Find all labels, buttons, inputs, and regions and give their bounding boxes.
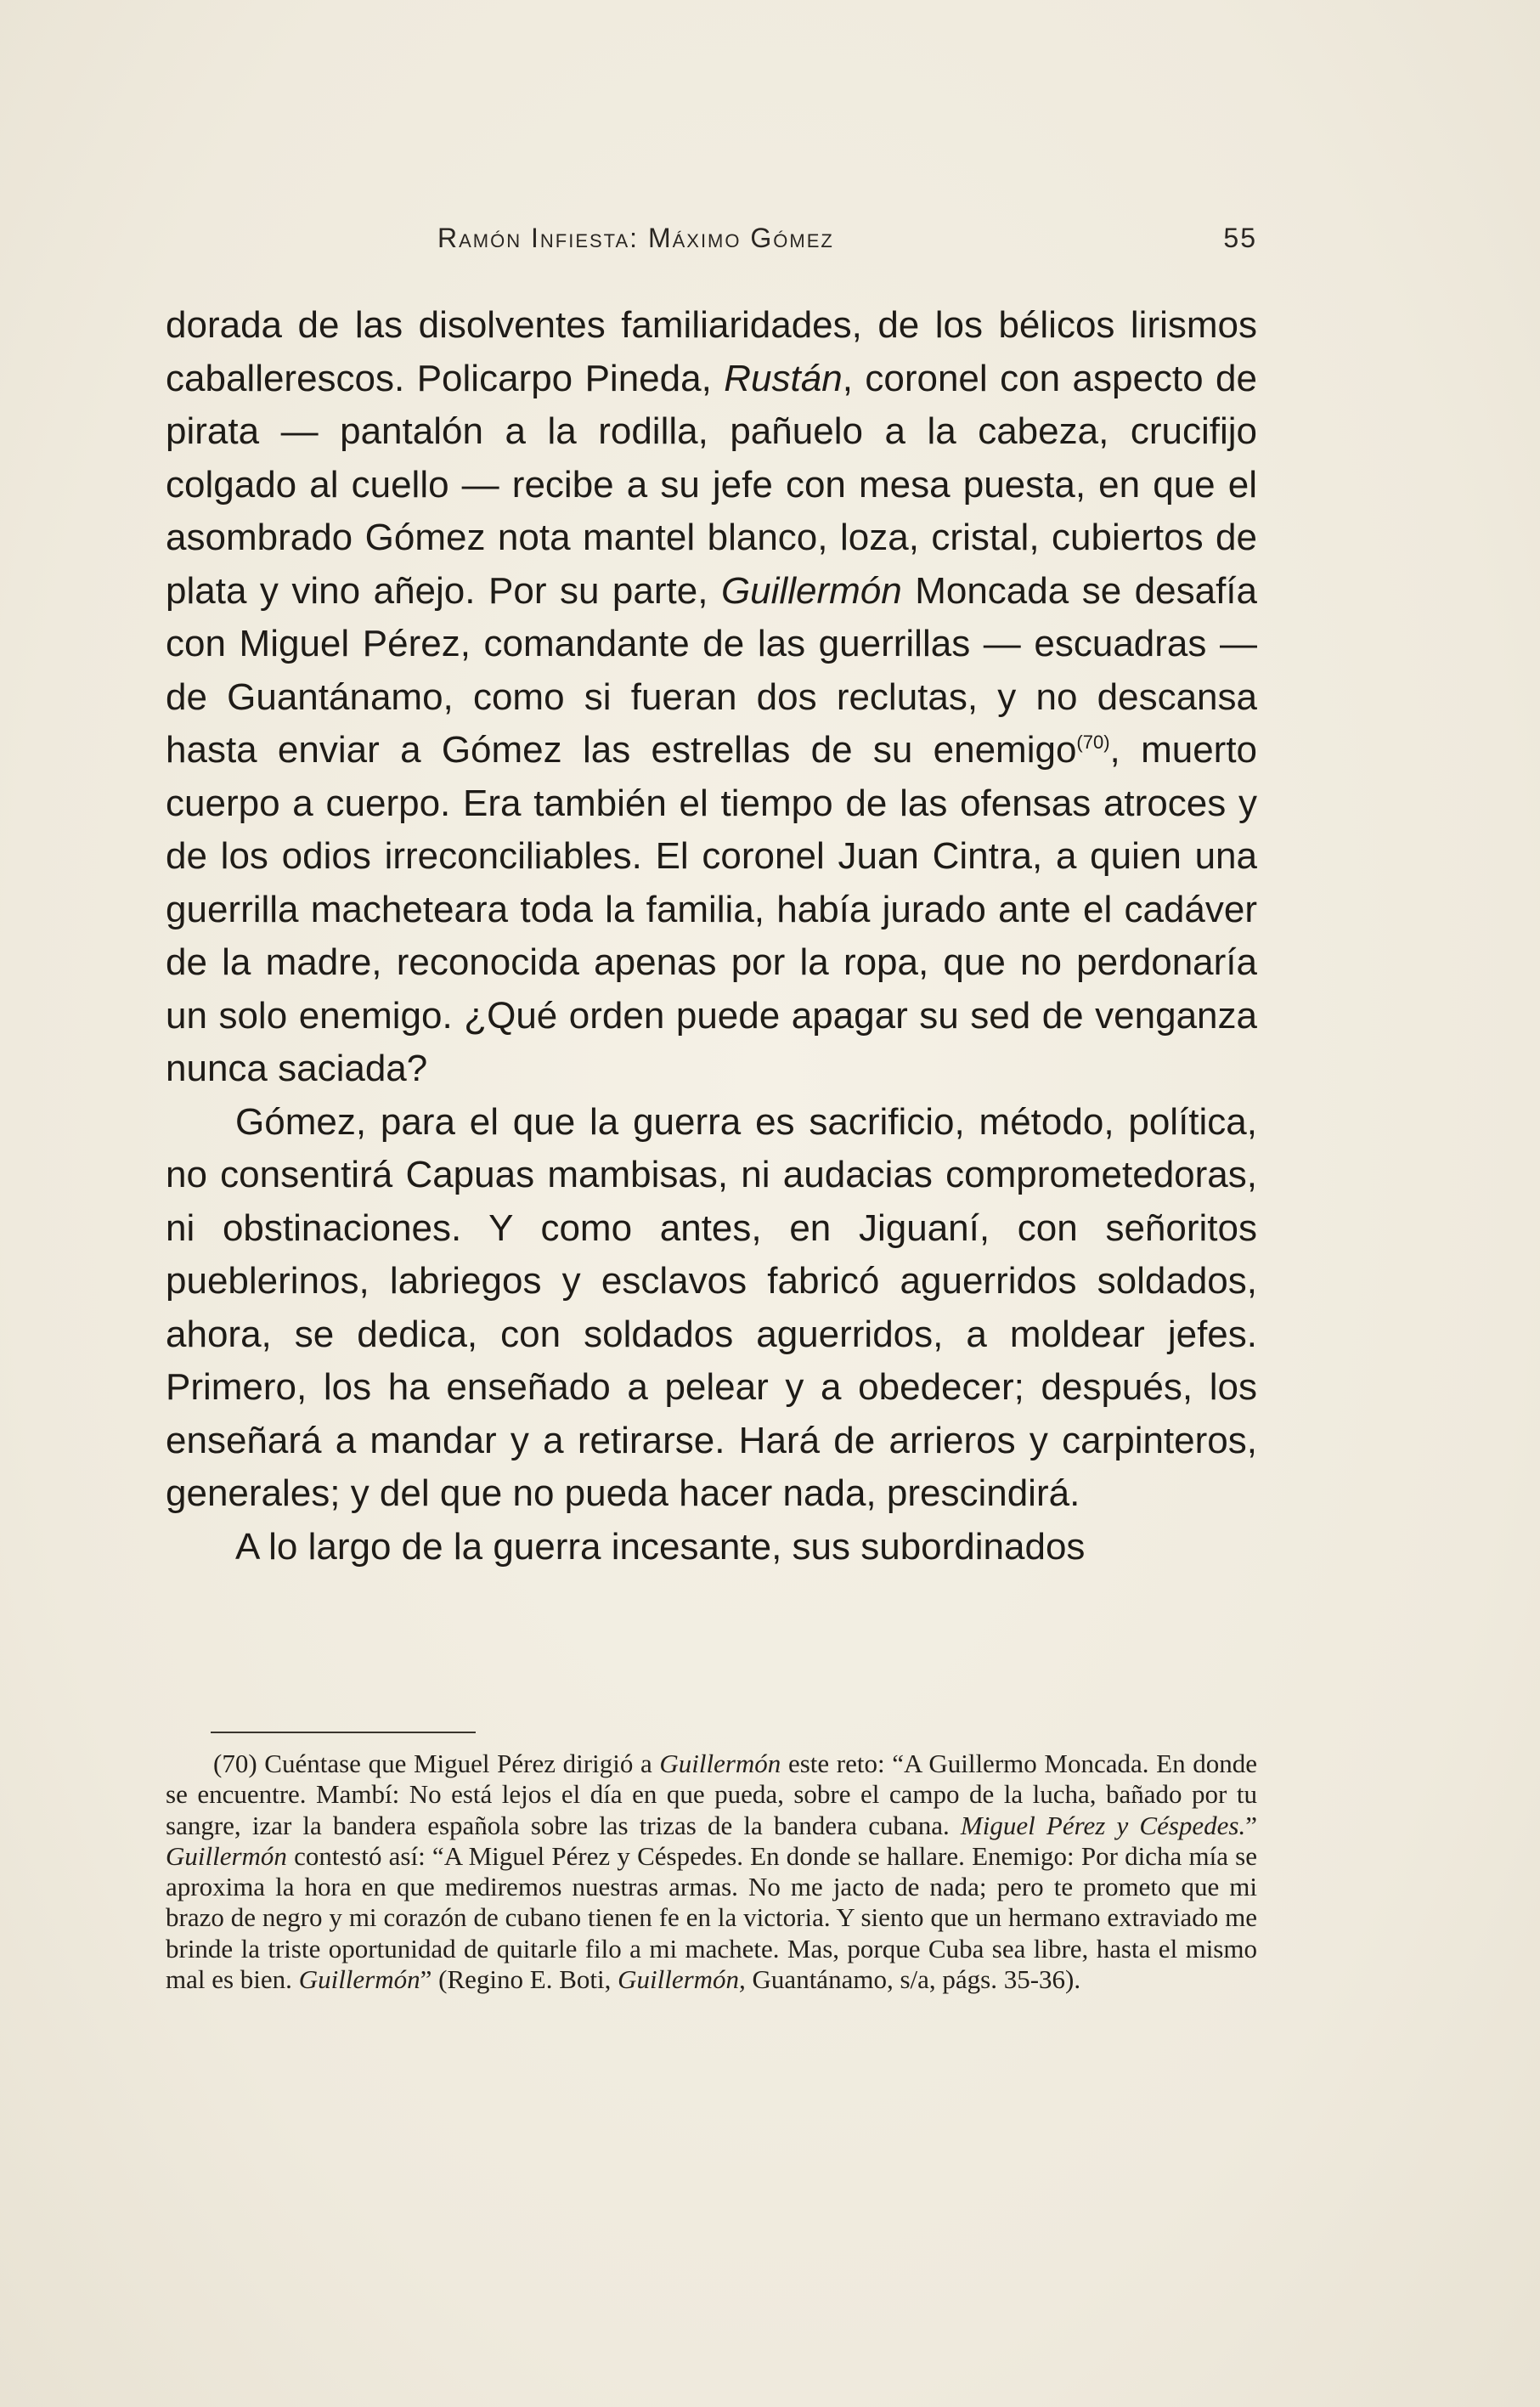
text-run: Guantánamo, s/a, págs. 35-36). [745,1964,1081,1995]
footnote-text [166,1749,1257,1995]
italic-run: Guillermón [166,1840,287,1871]
text-run: este reto: “A Guillermo Moncada. En donde se encuentre. Mambí: No está lejos el día en que pueda, sobre el campo de la lucha, bañado por tu sangre, izar la bandera española sobre las trizas de la bandera cubana. [166,1749,1257,1840]
text-run: (70) Cuéntase que Miguel Pérez dirigió a [213,1749,660,1778]
paragraph-2: Gómez, para el que la guerra es sacrificio, método, política, no consentirá Capuas mambisas, ni audacias comprometedoras, ni obstinaciones. Y como antes, en Jiguaní, con señoritos pueblerinos, labriegos y esclavos fabricó aguerridos soldados, ahora, se dedica, con soldados aguerridos, a moldear jefes. Primero, los ha enseñado a pelear y a obedecer; después, los enseñará a mandar y a retirarse. Hará de arrieros y carpinteros, generales; y del que no pueda hacer nada, prescindirá. [166,1100,1257,1514]
italic-run: Guillermón [659,1749,781,1778]
italic-signature: Guillermón [298,1964,420,1995]
page-header [166,223,1257,265]
paragraph-1 [166,299,1257,1096]
italic-name-guillermon: Guillermón [720,569,902,612]
footnote-reference: (70) [1076,732,1110,753]
text-run: , coronel con aspecto de pirata — pantalón a la rodilla, pañuelo a la cabeza, crucifijo colgado al cuello — recibe a su jefe con mesa puesta, en que el asombrado Gómez nota mantel blanco, loza, cristal, cubiertos de plata y vino añejo. Por su parte, [166,357,1257,612]
paragraph-3: A lo largo de la guerra incesante, sus subordinados [235,1525,1086,1568]
text-run: Moncada se desafía con Miguel Pérez, comandante de las guerrillas — escuadras — de Guantánamo, como si fueran dos reclutas, y no descansa hasta enviar a Gómez las estrellas de su enemigo [166,569,1258,771]
italic-signature: Miguel Pérez y Céspedes. [960,1810,1246,1840]
text-run: ” [1245,1810,1257,1840]
text-run: , muerto cuerpo a cuerpo. Era también el tiempo de las ofensas atroces y de los odios irreconciliables. El coronel Juan Cintra, a quien una guerrilla macheteara toda la familia, había jurado ante el cadáver de la madre, reconocida apenas por la ropa, que no perdonaría un solo enemigo. ¿Qué orden puede apagar su sed de venganza nunca saciada? [166,729,1258,1089]
running-title: Ramón Infiesta: Máximo Gómez [437,223,834,253]
page-number: 55 [1223,223,1257,253]
italic-name-rustan: Rustán [724,357,843,399]
text-run: dorada de las disolventes familiaridades, de los bélicos lirismos caballerescos. Policarpo Pineda, [166,304,1257,399]
text-run: ” (Regino E. Boti, [420,1964,618,1995]
body-text [166,299,1257,1574]
text-run: contestó así: “A Miguel Pérez y Céspedes. En donde se hallare. Enemigo: Por dicha mía se aproxima la hora en que mediremos nuestras armas. No me jacto de nada; pero te prometo que mi brazo de negro y mi corazón de cubano tienen fe en la victoria. Y siento que un hermano extraviado me brinde la triste oportunidad de quitarle filo a mi machete. Mas, porque Cuba sea libre, hasta el mismo mal es bien. [166,1840,1257,1995]
footnote-70 [166,1749,1257,1995]
italic-book-title: Guillermón, [618,1964,746,1995]
footnote-separator [211,1732,476,1733]
